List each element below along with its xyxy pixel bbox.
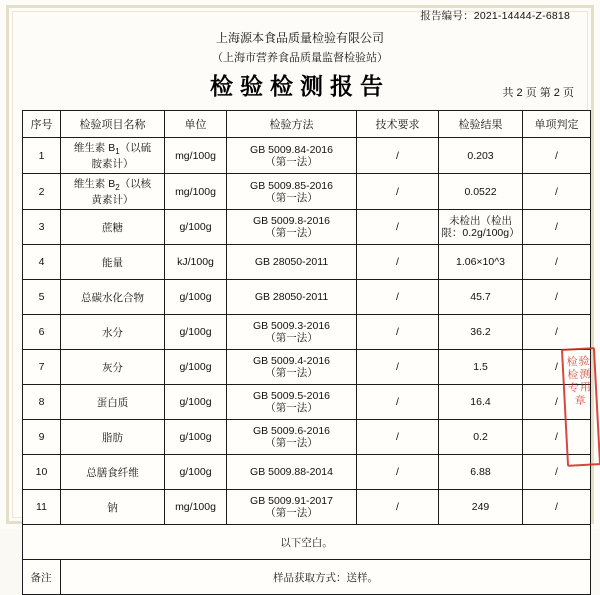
table-row — [23, 315, 591, 350]
cell-judgement: / — [523, 174, 591, 210]
col-header-item: 检验项目名称 — [61, 111, 165, 138]
cell-method: GB 5009.85-2016 （第一法） — [227, 174, 357, 210]
cell-judgement: / — [523, 350, 591, 385]
table-row — [23, 420, 591, 455]
cell-unit: g/100g — [165, 210, 227, 245]
cell-item: 维生素 $B_1$（以硫 胺素计） — [61, 138, 165, 174]
table-row — [23, 385, 591, 420]
cell-method: GB 28050-2011 — [227, 245, 357, 280]
table-row — [23, 490, 591, 525]
table-row — [23, 174, 591, 210]
table-row — [23, 455, 591, 490]
cell-no: 9 — [23, 420, 61, 455]
cell-result: 0.2 — [439, 420, 523, 455]
cell-judgement: / — [523, 280, 591, 315]
cell-method: GB 5009.88-2014 — [227, 455, 357, 490]
blank-remainder-row — [23, 525, 591, 560]
cell-method: GB 5009.84-2016 （第一法） — [227, 138, 357, 174]
col-header-unit: 单位 — [165, 111, 227, 138]
cell-item: 蛋白质 — [61, 385, 165, 420]
table-row — [23, 245, 591, 280]
page-title: 检验检测报告 — [210, 73, 390, 100]
cell-result: 0.203 — [439, 138, 523, 174]
cell-method: GB 5009.4-2016 （第一法） — [227, 350, 357, 385]
cell-judgement: / — [523, 420, 591, 455]
report-number: 报告编号：2021-14444-Z-6818 — [420, 10, 570, 22]
cell-result: 0.0522 — [439, 174, 523, 210]
issuing-organization-alt: （上海市营养食品质量监督检验站） — [212, 52, 388, 64]
cell-method: GB 5009.91-2017 （第一法） — [227, 490, 357, 525]
cell-item: 脂肪 — [61, 420, 165, 455]
cell-judgement: / — [523, 455, 591, 490]
issuing-organization: 上海源本食品质量检验有限公司 — [215, 31, 384, 45]
seal-text-main: 检验检测专用章 — [566, 355, 593, 408]
cell-result: 45.7 — [439, 280, 523, 315]
cell-judgement: / — [523, 138, 591, 174]
cell-tech: / — [357, 210, 439, 245]
cell-unit: g/100g — [165, 350, 227, 385]
cell-no: 3 — [23, 210, 61, 245]
col-header-judgement: 单项判定 — [523, 111, 591, 138]
cell-unit: g/100g — [165, 455, 227, 490]
cell-unit: g/100g — [165, 315, 227, 350]
cell-result: 1.06×10^3 — [439, 245, 523, 280]
cell-unit: g/100g — [165, 280, 227, 315]
cell-tech: / — [357, 174, 439, 210]
col-header-no: 序号 — [23, 111, 61, 138]
cell-result: 249 — [439, 490, 523, 525]
cell-judgement: / — [523, 210, 591, 245]
cell-item: 钠 — [61, 490, 165, 525]
cell-no: 7 — [23, 350, 61, 385]
blank-remainder-text: 以下空白。 — [23, 525, 591, 560]
cell-result: 6.88 — [439, 455, 523, 490]
cell-result: 36.2 — [439, 315, 523, 350]
cell-tech: / — [357, 455, 439, 490]
cell-method: GB 28050-2011 — [227, 280, 357, 315]
cell-tech: / — [357, 245, 439, 280]
cell-unit: mg/100g — [165, 174, 227, 210]
cell-unit: kJ/100g — [165, 245, 227, 280]
cell-no: 8 — [23, 385, 61, 420]
cell-item: 水分 — [61, 315, 165, 350]
report-content — [22, 8, 578, 595]
cell-method: GB 5009.8-2016 （第一法） — [227, 210, 357, 245]
cell-item: 灰分 — [61, 350, 165, 385]
cell-tech: / — [357, 385, 439, 420]
cell-result: 未检出（检出 限：0.2g/100g） — [439, 210, 523, 245]
cell-tech: / — [357, 420, 439, 455]
table-row — [23, 350, 591, 385]
page-count-label: 共 2 页 第 2 页 — [502, 87, 574, 99]
cell-no: 10 — [23, 455, 61, 490]
table-row — [23, 138, 591, 174]
cell-item: 总膳食纤维 — [61, 455, 165, 490]
cell-method: GB 5009.3-2016 （第一法） — [227, 315, 357, 350]
cell-no: 5 — [23, 280, 61, 315]
table-row — [23, 280, 591, 315]
col-header-tech: 技术要求 — [357, 111, 439, 138]
cell-judgement: / — [523, 245, 591, 280]
cell-tech: / — [357, 490, 439, 525]
cell-tech: / — [357, 315, 439, 350]
col-header-method: 检验方法 — [227, 111, 357, 138]
cell-judgement: / — [523, 385, 591, 420]
cell-judgement: / — [523, 315, 591, 350]
cell-item: 能量 — [61, 245, 165, 280]
results-table — [22, 110, 591, 595]
cell-unit: g/100g — [165, 385, 227, 420]
cell-no: 1 — [23, 138, 61, 174]
cell-method: GB 5009.5-2016 （第一法） — [227, 385, 357, 420]
title-row — [22, 72, 578, 102]
cell-unit: g/100g — [165, 420, 227, 455]
cell-item: 总碳水化合物 — [61, 280, 165, 315]
cell-no: 11 — [23, 490, 61, 525]
table-row — [23, 210, 591, 245]
note-row — [23, 560, 591, 595]
cell-item: 维生素 $B_2$（以核 黄素计） — [61, 174, 165, 210]
note-text: 样品获取方式：送样。 — [61, 560, 591, 595]
cell-tech: / — [357, 280, 439, 315]
cell-no: 6 — [23, 315, 61, 350]
col-header-result: 检验结果 — [439, 111, 523, 138]
cell-judgement: / — [523, 490, 591, 525]
cell-no: 2 — [23, 174, 61, 210]
cell-unit: mg/100g — [165, 138, 227, 174]
cell-method: GB 5009.6-2016 （第一法） — [227, 420, 357, 455]
cell-tech: / — [357, 350, 439, 385]
cell-item: 蔗糖 — [61, 210, 165, 245]
note-label: 备注 — [23, 560, 61, 595]
cell-unit: mg/100g — [165, 490, 227, 525]
table-header-row — [23, 111, 591, 138]
inspection-seal — [561, 347, 600, 467]
cell-no: 4 — [23, 245, 61, 280]
cell-result: 16.4 — [439, 385, 523, 420]
cell-result: 1.5 — [439, 350, 523, 385]
cell-tech: / — [357, 138, 439, 174]
